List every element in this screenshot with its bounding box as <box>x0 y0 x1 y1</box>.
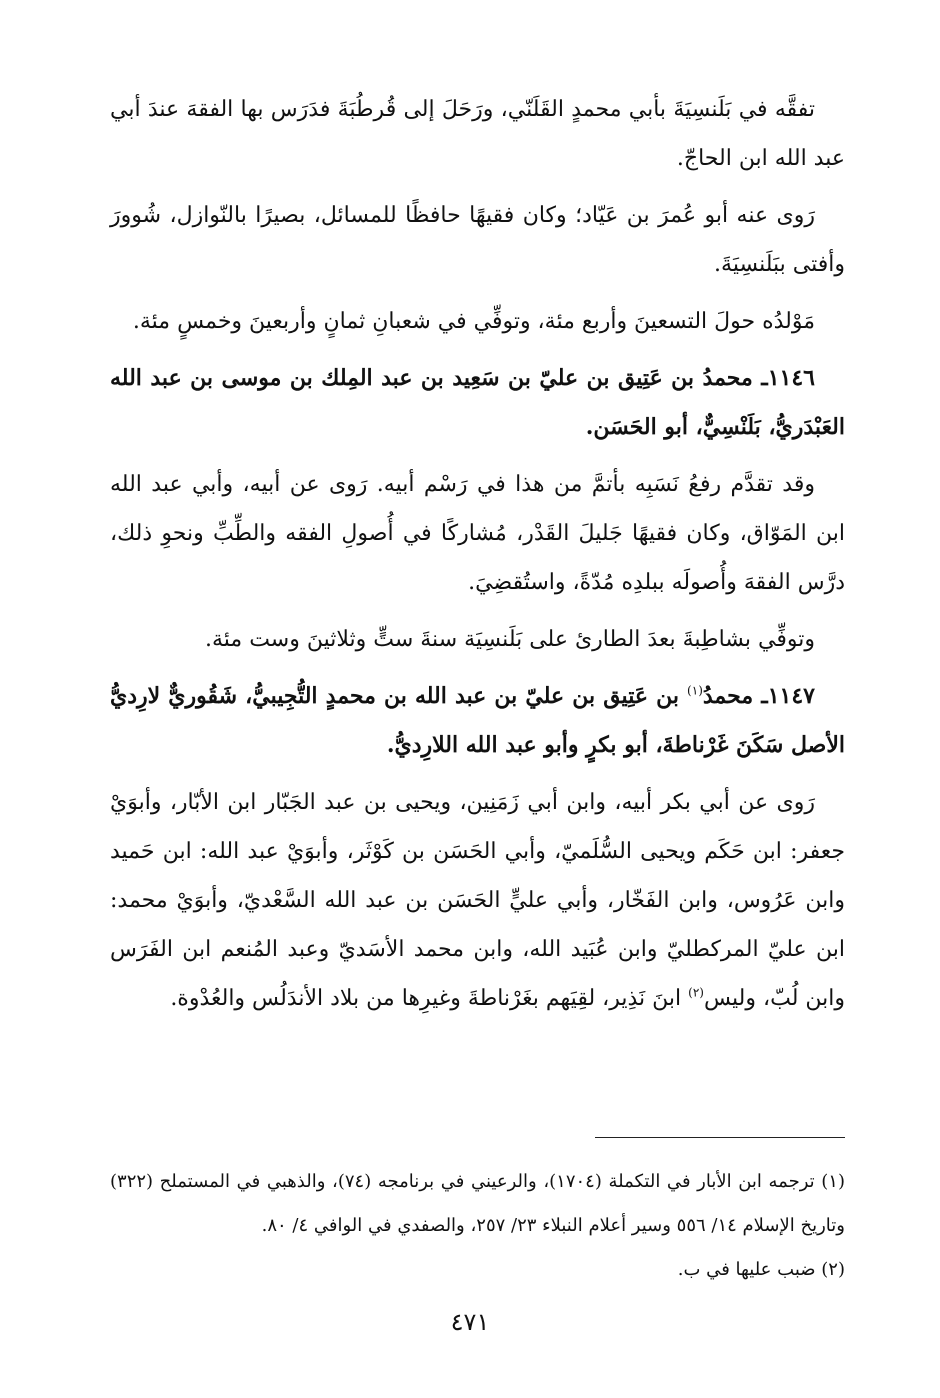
footnote-ref-1[interactable]: (١) <box>687 683 703 698</box>
paragraph-6-part-1: رَوى عن أبي بكر أبيه، وابن أبي زَمَنِين، ويحيى بن عبد الجَبّار ابن الأبّار، وأبوَيْ جعفر: ابن حَكَم ويحيى السُّلَميّ، وأبي الحَسَن بن كَوْثَر، وأبوَيْ عبد الله: ابن حَميد وابن عَرُوس، وابن الفَخّار، وأبي عليٍّ الحَسَن بن عبد الله السَّعْديّ، وأبوَيْ محمد: ابن عليّ المركطليّ وابن عُبَيد الله، وابن محمد الأسَديّ وعبد المُنعم ابن الفَرَس وابن لُبّ، وليس <box>110 790 845 1011</box>
entry-1146-number: ١١٤٦ـ <box>761 365 815 391</box>
footnote-separator <box>595 1137 845 1138</box>
footnote-2: (٢) ضبب عليها في ب. <box>677 1259 845 1280</box>
paragraph-4: وقد تقدَّم رفعُ نَسَبِه بأتمَّ من هذا في رَسْم أبيه. رَوى عن أبيه، وأبي عبد الله ابن المَوّاق، وكان فقيهًا جَليلَ القَدْر، مُشاركًا في أُصولِ الفقه والطِّبِّ ونحوِ ذلك، درَّس الفقهَ وأُصولَه ببلدِه مُدّةً، واستُقضِيَ. <box>110 472 845 595</box>
entry-1147-number: ١١٤٧ـ <box>761 683 815 709</box>
entry-1146-name: محمدُ بن عَتِيق بن عليّ بن سَعِيد بن عبد المِلك بن موسى بن عبد الله العَبْدَريُّ، بَلَنْسِيٌّ، أبو الحَسَن. <box>110 365 845 440</box>
paragraph-1: تفقَّه في بَلَنسِيَةَ بأبي محمدٍ القَلَنّي، ورَحَلَ إلى قُرطُبَةَ فدَرَس بها الفقهَ عندَ أبي عبد الله ابن الحاجّ. <box>110 97 845 171</box>
paragraph-3: مَوْلدُه حولَ التسعينَ وأربع مئة، وتوفِّي في شعبانِ ثمانٍ وأربعينَ وخمسٍ مئة. <box>132 309 815 334</box>
paragraph-2: رَوى عنه أبو عُمرَ بن عَيّاد؛ وكان فقيهًا حافظًا للمسائل، بصيرًا بالنّوازل، شُوورَ وأفتى ببَلَنسِيَةَ. <box>110 203 845 277</box>
paragraph-6-part-2: ابنَ نَذِير، لقِيَهم بغَرْناطةَ وغيرِها من بلاد الأندَلُس والعُدْوة. <box>170 986 682 1011</box>
footnotes <box>110 1160 845 1292</box>
entry-1147-first-name: محمدُ <box>702 683 754 709</box>
footnote-1: (١) ترجمه ابن الأبار في التكملة (١٧٠٤)، والرعيني في برنامجه (٧٤)، والذهبي في المستملح (٣٢٢) وتاريخ الإسلام ١٤/ ٥٥٦ وسير أعلام النبلاء ٢٣/ ٢٥٧، والصفدي في الوافي ٤/ ٨٠. <box>110 1171 845 1236</box>
paragraph-5: وتوفِّي بشاطِبةَ بعدَ الطارئ على بَلَنسِيَة سنةَ ستٍّ وثلاثينَ وست مئة. <box>205 627 815 652</box>
main-text <box>110 85 845 1031</box>
footnote-ref-2[interactable]: (٢) <box>688 985 704 1000</box>
page-number: ٤٧١ <box>450 1308 490 1336</box>
entry-1147-name-rest: بن عَتِيق بن عليّ بن عبد الله بن محمدٍ التُّجِيبيُّ، شَقُوريٌّ لارِديُّ الأصل سَكَنَ غَرْناطةَ، أبو بكرٍ وأبو عبد الله اللارِديُّ. <box>110 683 845 758</box>
entry-1147-heading <box>110 672 845 770</box>
paragraph-6 <box>110 778 845 1023</box>
entry-1146-heading <box>110 354 845 452</box>
